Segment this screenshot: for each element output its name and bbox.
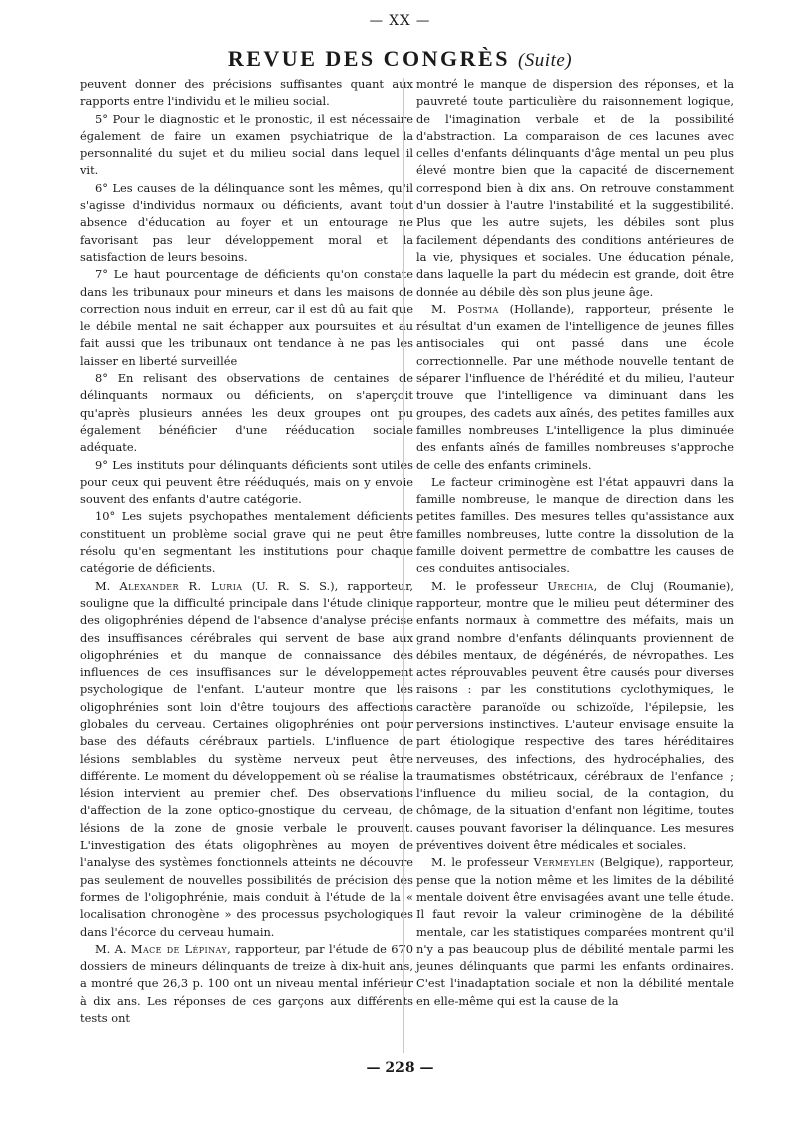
speaker-prefix: M. xyxy=(95,578,120,593)
paragraph: 6° Les causes de la délinquance sont les mêmes, qu'il s'agisse d'individus normaux ou déficients, avant tout absence d'éducation au foyer et un entourage ne favorisant pas leur développement moral et la satisfaction de leurs besoins. xyxy=(80,180,413,264)
paragraph: Le facteur criminogène est l'état appauvri dans la famille nombreuse, le manque de direction dans les petites familles. Des mesures telles qu'assistance aux familles nombreuses, lutte contre la dissolution de la famille doivent permettre de combattre les causes de ces conduites antisociales. xyxy=(416,474,734,576)
speaker-name: Mace de Lépinay xyxy=(130,941,228,956)
left-column xyxy=(80,76,413,1027)
paragraph-text: (Hollande), rapporteur, présente le résultat d'un examen de l'intelligence de jeunes filles antisociales qui ont passé dans une école correctionnelle. Par une méthode nouvelle tentant de séparer l'influence de l'hérédité et du milieu, l'auteur trouve que l'intelligence va diminuant dans les groupes, des cadets aux aînés, des petites familles aux familles nombreuses L'intelligence la plus diminuée des enfants aînés de familles nombreuses s'approche de celle des enfants criminels. xyxy=(416,301,735,472)
paragraph-urechia xyxy=(416,578,734,855)
title-text: REVUE DES CONGRÈS xyxy=(227,46,510,71)
paragraph-text: (U. R. S. S.), rapporteur, souligne que la difficulté principale dans l'étude clinique des oligophrénies dépend de l'absence d'analyse précise des insuffisances cérébrales qui servent de base aux oligophrénies et du manque de connaissance des influences de ces insuffisances sur le développement psychologique de l'enfant. L'auteur montre que les oligophrénies sont loin d'être toujours des affections globales du cerveau. Certaines oligophrénies ont pour base des défauts cérébraux partiels. L'influence de lésions semblables du système nerveux peut être différente. Le moment du développement où se réalise la lésion intervient au premier chef. Des observations d'affection de la zone optico-gnostique du cerveau, de lésions de la zone de gnosie verbale le prouvent. L'investigation des états oligophrènes au moyen de l'analyse des systèmes fonctionnels atteints ne découvre pas seulement de nouvelles possibilités de précision des formes de l'oligophrénie, mais conduit à l'étude de la « localisation chronogène » des processus psychologiques dans l'écorce du cerveau humain. xyxy=(80,578,414,939)
paragraph: 8° En relisant des observations de centaines de délinquants normaux ou déficients, on s'aperçoit qu'après plusieurs années les deux groupes ont pu également bénéficier d'une rééducation sociale adéquate. xyxy=(80,371,413,455)
page-title xyxy=(0,46,800,72)
speaker-prefix: M. le professeur xyxy=(431,855,534,870)
title-suffix: (Suite) xyxy=(517,50,573,71)
paragraph-text: (Belgique), rapporteur, pense que la notion même et les limites de la débilité mentale doivent être envisagées avant une telle étude. Il faut revoir la valeur criminogène de la débilité mentale, car les statistiques comparées montrent qu'il n'y a pas beaucoup plus de débilité mentale parmi les jeunes délinquants que parmi les enfants ordinaires. C'est l'inadaptation sociale et non la débilité mentale en elle-même qui est la cause de la xyxy=(416,855,735,1008)
paragraph-text: , de Cluj (Roumanie), rapporteur, montre que le milieu peut déterminer des enfants normaux à commettre des méfaits, mais un grand nombre d'enfants délinquants proviennent de débiles mentaux, de dégénérés, de névropathes. Les actes réprouvables peuvent être causés pour diverses raisons : par les constitutions cyclothymiques, le caractère paranoïde ou schizoïde, l'épilepsie, les perversions instinctives. L'auteur envisage ensuite la part étiologique respective des tares héréditaires nerveuses, des infections, des hydrocéphalies, des traumatismes obstétricaux, cérébraux de l'enfance ; l'influence du milieu social, de la contagion, du chômage, de la situation d'enfant non légitime, toutes causes pouvant favoriser la délinquance. Les mesures préventives doivent être médicales et sociales. xyxy=(416,578,734,853)
column-divider xyxy=(403,78,404,1053)
paragraph: montré le manque de dispersion des réponses, et la pauvreté toute particulière du raisonnement logique, de l'imagination verbale et de la possibilité d'abstraction. La comparaison de ces lacunes avec celles d'enfants délinquants d'âge mental un peu plus élevé montre bien que la capacité de discernement correspond bien à dix ans. On retrouve constamment d'un dossier à l'autre l'instabilité et la suggestibilité. Plus que les autre sujets, les débiles sont plus facilement dépendants des conditions antérieures de la vie, physiques et sociales. Une éducation pénale, dans laquelle la part du médecin est grande, doit être donnée au débile dès son plus jeune âge. xyxy=(416,77,734,299)
page-number: — 228 — xyxy=(366,1060,434,1076)
speaker-name: Alexander R. Luria xyxy=(119,578,243,593)
paragraph-mace xyxy=(80,941,413,1027)
paragraph: 10° Les sujets psychopathes mentalement déficients constituent un problème social grave qui ne peut être résolu qu'en segmentant les institutions pour chaque catégorie de déficients. xyxy=(80,509,413,576)
paragraph-postma xyxy=(416,301,734,474)
paragraph-vermeylen xyxy=(416,854,734,1010)
paragraph: peuvent donner des précisions suffisantes quant aux rapports entre l'individu et le milieu social. xyxy=(80,77,413,109)
paragraph: 9° Les instituts pour délinquants déficients sont utiles pour ceux qui peuvent être rééduqués, mais on y envoie souvent des enfants d'autre catégorie. xyxy=(80,457,413,507)
page-roman-numeral: — XX — xyxy=(369,13,431,29)
speaker-name: Vermeylen xyxy=(533,855,595,870)
paragraph-luria xyxy=(80,578,413,941)
speaker-prefix: M. le professeur xyxy=(431,578,548,593)
paragraph: 5° Pour le diagnostic et le pronostic, il est nécessaire également de faire un examen psychiatrique de la personnalité du sujet et du milieu social dans lequel il vit. xyxy=(80,111,413,178)
speaker-name: Urechia xyxy=(547,578,594,593)
right-column xyxy=(416,76,734,1010)
paragraph: 7° Le haut pourcentage de déficients qu'on constate dans les tribunaux pour mineurs et dans les maisons de correction nous induit en erreur, car il est dû au fait que le débile mental ne sait échapper aux poursuites et au fait aussi que les tribunaux ont tendance à ne pas les laisser en liberté surveillée xyxy=(80,267,413,368)
speaker-prefix: M. A. xyxy=(95,941,131,956)
speaker-name: Postma xyxy=(457,301,499,316)
speaker-prefix: M. xyxy=(431,301,458,316)
paragraph-text: , rapporteur, par l'étude de 670 dossiers de mineurs délinquants de treize à dix-huit ans, a montré que 26,3 p. 100 ont un niveau mental inférieur à dix ans. Les réponses de ces garçons aux différents tests ont xyxy=(80,941,414,1026)
